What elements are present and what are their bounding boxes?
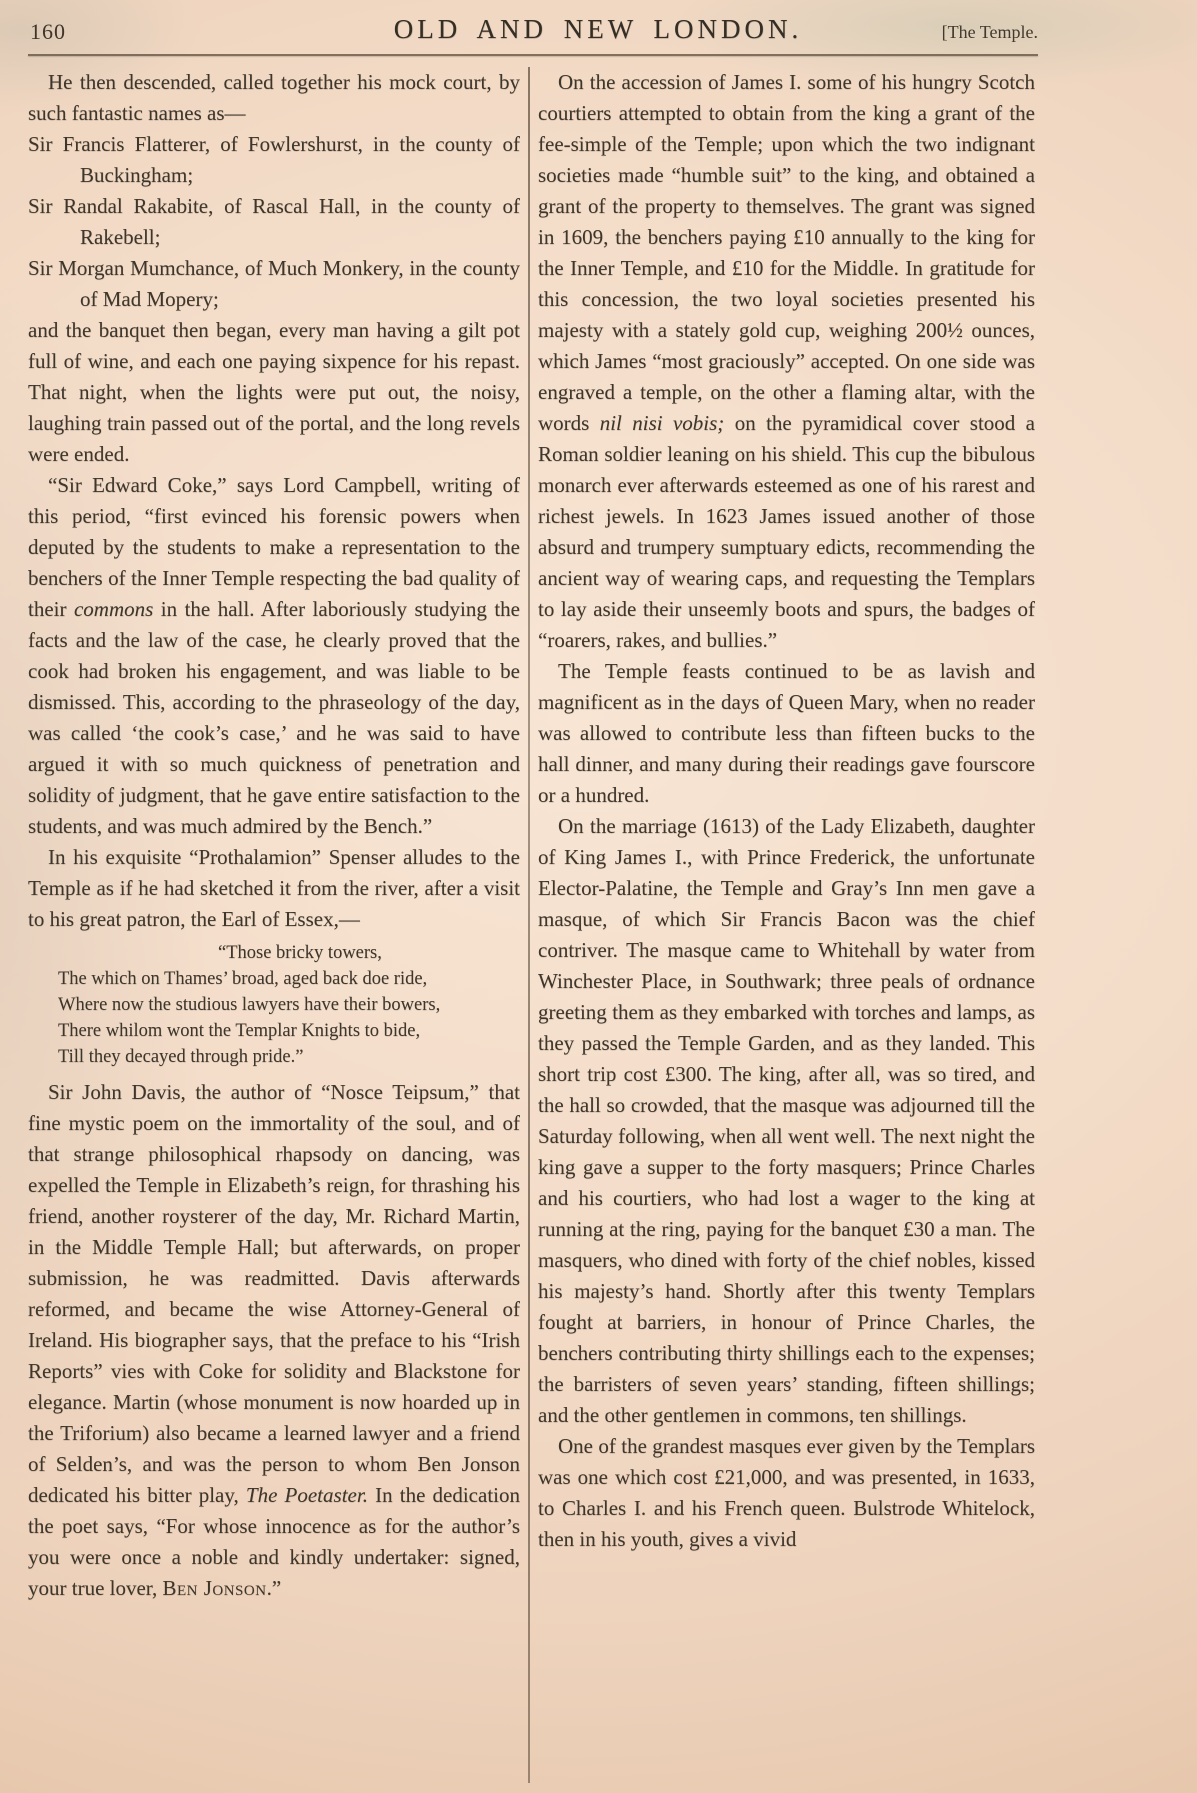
- text-segment: He then descended, called together his mock court, by such fantastic names as—: [28, 70, 520, 125]
- verse-line: “Those bricky towers,: [218, 943, 382, 963]
- paragraph: [28, 67, 520, 129]
- text-segment: On the accession of James I. some of his hungry Scotch courtiers attempted to obtain from the king a grant of the fee-simple of the Temple; upon which the two indignant societies made “humble suit” to the king, and obtained a grant of the property to themselves. The grant was signed in 1609, the benchers paying £10 annually to the king for the Inner Temple, and £10 for the Middle. In gratitude for this concession, the two loyal societies presented his majesty with a stately gold cup, weighing 200½ ounces, which James “most graciously” accepted. On one side was engraved a temple, on the other a flaming altar, with the words: [538, 70, 1035, 435]
- page-header: [28, 14, 1168, 52]
- text-segment: in the hall. After laboriously studying the facts and the law of the case, he clearly proved that the cook had broken his engagement, and was liable to be dismissed. This, according to the phraseology of the day, was called ‘the cook’s case,’ and he was said to have argued it with so much quickness of penetration and solidity of judgment, that he gave entire satisfaction to the students, and was much admired by the Bench.”: [28, 597, 520, 838]
- hanging-list: [28, 129, 520, 315]
- list-item: Sir Morgan Mumchance, of Much Monkery, in the county of Mad Mopery;: [28, 256, 520, 311]
- column-divider: [528, 67, 530, 1783]
- text-segment: The Temple feasts continued to be as lavish and magnificent as in the days of Queen Mary, when no reader was allowed to contribute less than fifteen bucks to the hall dinner, and many during their readings gave fourscore or a hundred.: [538, 659, 1035, 807]
- text-segment: One of the grandest masques ever given by the Templars was one which cost £21,000, and was presented, in 1633, to Charles I. and his French queen. Bulstrode Whitelock, then in his youth, gives a vivid: [538, 1434, 1035, 1551]
- running-header: [The Temple.: [941, 22, 1038, 42]
- paragraph: [538, 656, 1035, 811]
- text-segment: “Sir Edward Coke,” says Lord Campbell, writing of this period, “first evinced his forensic powers when deputed by the students to make a representation to the benchers of the Inner Temple respecting the bad quality of their: [28, 473, 520, 621]
- text-segment: nil nisi vobis;: [599, 411, 725, 435]
- text-segment: In his exquisite “Prothalamion” Spenser alludes to the Temple as if he had sketched it from the river, after a visit to his great patron, the Earl of Essex,—: [28, 845, 520, 931]
- verse: [58, 940, 520, 1070]
- paragraph: [28, 315, 520, 470]
- paragraph: [28, 842, 520, 935]
- text-segment: The Poetaster.: [245, 1483, 368, 1507]
- list-item: Sir Francis Flatterer, of Fowlershurst, in the county of Buckingham;: [28, 132, 520, 187]
- text-segment: Sir John Davis, the author of “Nosce Teipsum,” that fine mystic poem on the immortality of the soul, and of that strange philosophical rhapsody on dancing, was expelled the Temple in Elizabeth’s reign, for thrashing his friend, another roysterer of the day, Mr. Richard Martin, in the Middle Temple Hall; but afterwards, on proper submission, he was readmitted. Davis afterwards reformed, and became the wise Attorney-General of Ireland. His biographer says, that the preface to his “Irish Reports” vies with Coke for solidity and Blackstone for elegance. Martin (whose monument is now hoarded up in the Triforium) also became a learned lawyer and a friend of Selden’s, and was the person to whom Ben Jonson dedicated his bitter play,: [28, 1080, 520, 1507]
- list-item: Sir Randal Rakabite, of Rascal Hall, in the county of Rakebell;: [28, 194, 520, 249]
- paragraph: [538, 1431, 1035, 1555]
- paragraph: [538, 811, 1035, 1431]
- book-title: OLD AND NEW LONDON.: [393, 14, 803, 44]
- page-number: 160: [30, 19, 66, 44]
- text-segment: On the marriage (1613) of the Lady Elizabeth, daughter of King James I., with Prince Frederick, the unfortunate Elector-Palatine, the Temple and Gray’s Inn men gave a masque, of which Sir Francis Bacon was the chief contriver. The masque came to Whitehall by water from Winchester Place, in Southwark; three peals of ordnance greeting them as they embarked with torches and lamps, as they passed the Temple Garden, and as they landed. This short trip cost £300. The king, after all, was so tired, and the hall so crowded, that the masque was adjourned till the Saturday following, when all went well. The next night the king gave a supper to the forty masquers; Prince Charles and his courtiers, who had lost a wager to the king at running at the ring, paying for the banquet £30 a man. The masquers, who dined with forty of the chief nobles, kissed his majesty’s hand. Shortly after this twenty Templars fought at barriers, in honour of Prince Charles, the benchers contributing thirty shillings each to the expenses; the barristers of seven years’ standing, fifteen shillings; and the other gentlemen in commons, ten shillings.: [538, 814, 1035, 1427]
- paragraph: [28, 1077, 520, 1604]
- text-segment: and the banquet then began, every man having a gilt pot full of wine, and each one paying sixpence for his repast. That night, when the lights were put out, the noisy, laughing train passed out of the portal, and the long revels were ended.: [28, 318, 520, 466]
- verse-line: There whilom wont the Templar Knights to bide,: [58, 1021, 421, 1041]
- text-segment: In the dedication the poet says, “For whose innocence as for the author’s you were once a noble and kindly undertaker: signed, your true lover,: [28, 1483, 520, 1600]
- verse-line: Till they decayed through pride.”: [58, 1047, 304, 1067]
- text-columns: [28, 67, 1035, 1783]
- text-segment: .”: [266, 1576, 282, 1600]
- left-column: [28, 67, 520, 1783]
- text-segment: commons: [73, 597, 154, 621]
- text-segment: on the pyramidical cover stood a Roman soldier leaning on his shield. This cup the bibulous monarch ever afterwards esteemed as one of his rarest and richest jewels. In 1623 James issued another of those absurd and trumpery sumptuary edicts, recommending the ancient way of wearing caps, and requesting the Templars to lay aside their unseemly boots and spurs, the badges of “roarers, rakes, and bullies.”: [538, 411, 1035, 652]
- text-segment: Ben Jonson: [162, 1576, 267, 1600]
- paragraph: [28, 470, 520, 842]
- header-rule: [28, 54, 1038, 56]
- right-column: [538, 67, 1035, 1783]
- verse-line: The which on Thames’ broad, aged back doe ride,: [58, 969, 428, 989]
- paragraph: [538, 67, 1035, 656]
- verse-line: Where now the studious lawyers have their bowers,: [58, 995, 441, 1015]
